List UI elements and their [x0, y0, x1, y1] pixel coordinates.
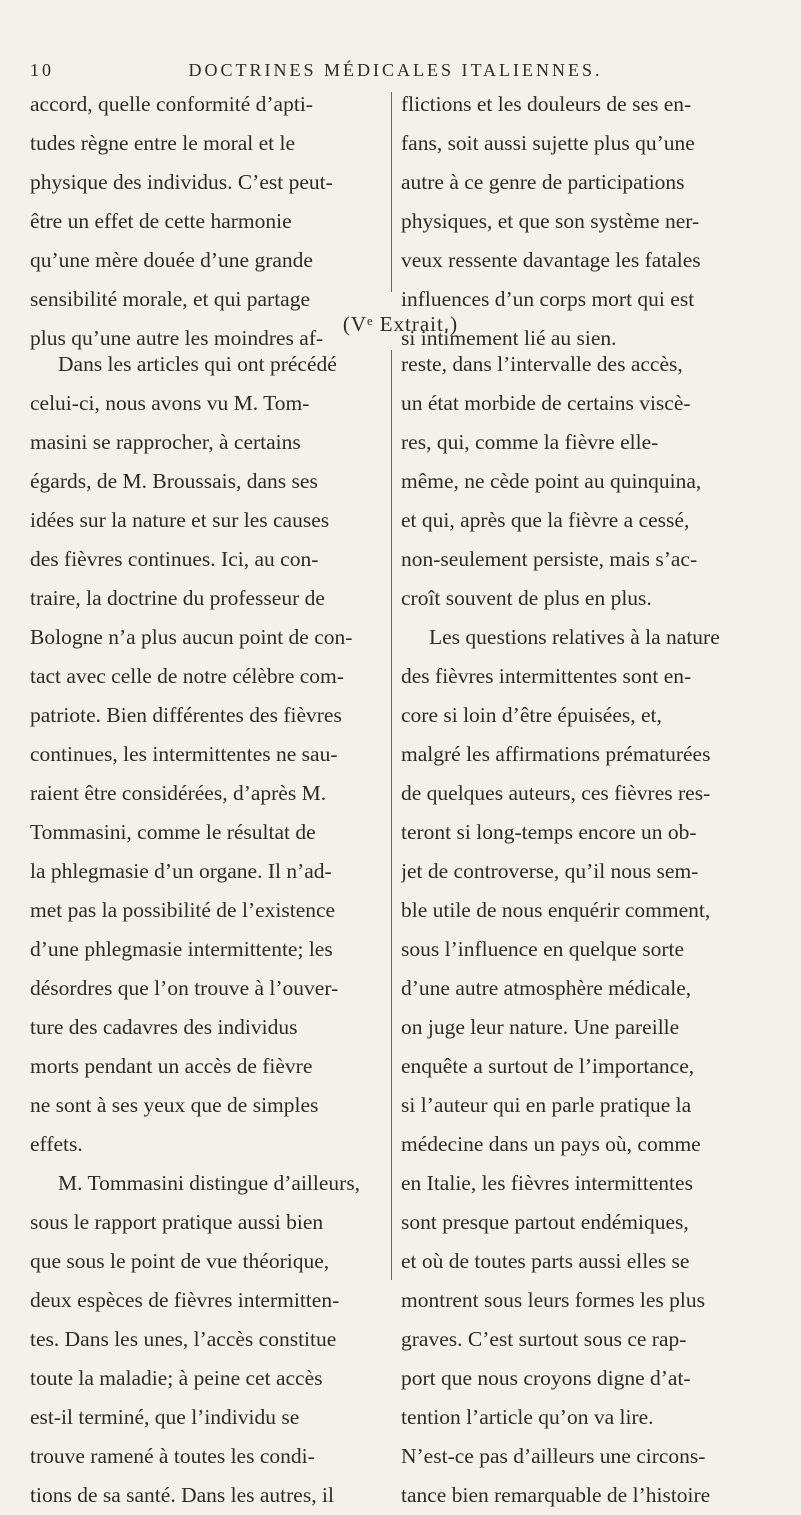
text-line: tes. Dans les unes, l’accès constitue — [30, 1327, 337, 1351]
text-line: core si loin d’être épuisées, et, — [401, 703, 662, 727]
text-line: un état morbide de certains viscè- — [401, 391, 691, 415]
text-line: croît souvent de plus en plus. — [401, 586, 652, 610]
text-line: Tommasini, comme le résultat de — [30, 820, 316, 844]
text-line: effets. — [30, 1132, 83, 1156]
text-line: fans, soit aussi sujette plus qu’une — [401, 131, 695, 155]
section-heading: (Vᵉ Extrait.) — [342, 312, 459, 336]
text-line: toute la maladie; à peine cet accès — [30, 1366, 323, 1390]
text-line: ture des cadavres des individus — [30, 1015, 298, 1039]
text-line: que sous le point de vue théorique, — [30, 1249, 330, 1273]
text-line: malgré les affirmations prématurées — [401, 742, 711, 766]
text-line: teront si long-temps encore un ob- — [401, 820, 697, 844]
text-line: si l’auteur qui en parle pratique la — [401, 1093, 692, 1117]
text-line: médecine dans un pays où, comme — [401, 1132, 701, 1156]
text-line: en Italie, les fièvres intermittentes — [401, 1171, 693, 1195]
text-line: physique des individus. C’est peut- — [30, 170, 333, 194]
text-line: montrent sous leurs formes les plus — [401, 1288, 705, 1312]
text-line: veux ressente davantage les fatales — [401, 248, 701, 272]
text-line: accord, quelle conformité d’apti- — [30, 92, 313, 116]
text-line: qu’une mère douée d’une grande — [30, 248, 313, 272]
page-number: 10 — [30, 60, 54, 80]
bottom-left-column — [30, 345, 382, 1515]
text-line: met pas la possibilité de l’existence — [30, 898, 336, 922]
text-line: des fièvres continues. Ici, au con- — [30, 547, 319, 571]
text-line: et où de toutes parts aussi elles se — [401, 1249, 690, 1273]
text-line: de quelques auteurs, ces fièvres res- — [401, 781, 711, 805]
column-divider-top — [391, 92, 392, 292]
text-line: des fièvres intermittentes sont en- — [401, 664, 692, 688]
text-line: d’une phlegmasie intermittente; les — [30, 937, 333, 961]
bottom-right-column — [401, 345, 761, 1515]
text-line: si intimement lié au sien. — [401, 326, 617, 350]
text-line: reste, dans l’intervalle des accès, — [401, 352, 683, 376]
text-line: Dans les articles qui ont précédé — [58, 352, 337, 376]
text-line: patriote. Bien différentes des fièvres — [30, 703, 342, 727]
text-line: port que nous croyons digne d’at- — [401, 1366, 691, 1390]
text-line: tance bien remarquable de l’histoire — [401, 1483, 711, 1507]
text-line: masini se rapprocher, à certains — [30, 430, 301, 454]
text-line: influences d’un corps mort qui est — [401, 287, 695, 311]
text-line: désordres que l’on trouve à l’ouver- — [30, 976, 339, 1000]
text-line: M. Tommasini distingue d’ailleurs, — [58, 1171, 361, 1195]
text-line: graves. C’est surtout sous ce rap- — [401, 1327, 687, 1351]
text-line: sensibilité morale, et qui partage — [30, 287, 311, 311]
text-line: tudes règne entre le moral et le — [30, 131, 296, 155]
text-line: Les questions relatives à la nature — [429, 625, 720, 649]
text-line: non-seulement persiste, mais s’ac- — [401, 547, 698, 571]
text-line: sous l’influence en quelque sorte — [401, 937, 684, 961]
text-line: ble utile de nous enquérir comment, — [401, 898, 711, 922]
text-line: trouve ramené à toutes les condi- — [30, 1444, 315, 1468]
running-title: DOCTRINES MÉDICALES ITALIENNES. — [188, 60, 603, 80]
text-line: plus qu’une autre les moindres af- — [30, 326, 324, 350]
text-line: même, ne cède point au quinquina, — [401, 469, 702, 493]
text-line: tention l’article qu’on va lire. — [401, 1405, 654, 1429]
text-line: raient être considérées, d’après M. — [30, 781, 327, 805]
text-line: tact avec celle de notre célèbre com- — [30, 664, 344, 688]
text-line: et qui, après que la fièvre a cessé, — [401, 508, 690, 532]
text-line: celui-ci, nous avons vu M. Tom- — [30, 391, 310, 415]
text-line: Bologne n’a plus aucun point de con- — [30, 625, 353, 649]
text-line: res, qui, comme la fièvre elle- — [401, 430, 659, 454]
text-line: idées sur la nature et sur les causes — [30, 508, 330, 532]
text-line: enquête a surtout de l’importance, — [401, 1054, 695, 1078]
text-line: flictions et les douleurs de ses en- — [401, 92, 692, 116]
text-line: d’une autre atmosphère médicale, — [401, 976, 692, 1000]
text-line: deux espèces de fièvres intermitten- — [30, 1288, 340, 1312]
text-line: morts pendant un accès de fièvre — [30, 1054, 313, 1078]
text-line: jet de controverse, qu’il nous sem- — [401, 859, 699, 883]
text-line: égards, de M. Broussais, dans ses — [30, 469, 318, 493]
text-line: la phlegmasie d’un organe. Il n’ad- — [30, 859, 332, 883]
text-line: autre à ce genre de participations — [401, 170, 685, 194]
text-line: ne sont à ses yeux que de simples — [30, 1093, 319, 1117]
text-line: tions de sa santé. Dans les autres, il — [30, 1483, 334, 1507]
text-line: sont presque partout endémiques, — [401, 1210, 689, 1234]
text-line: est-il terminé, que l’individu se — [30, 1405, 300, 1429]
column-divider-bottom — [391, 350, 392, 1280]
text-line: traire, la doctrine du professeur de — [30, 586, 325, 610]
text-line: être un effet de cette harmonie — [30, 209, 292, 233]
text-line: N’est-ce pas d’ailleurs une circons- — [401, 1444, 706, 1468]
text-line: physiques, et que son système ner- — [401, 209, 700, 233]
text-line: continues, les intermittentes ne sau- — [30, 742, 338, 766]
text-line: on juge leur nature. Une pareille — [401, 1015, 680, 1039]
text-line: sous le rapport pratique aussi bien — [30, 1210, 324, 1234]
